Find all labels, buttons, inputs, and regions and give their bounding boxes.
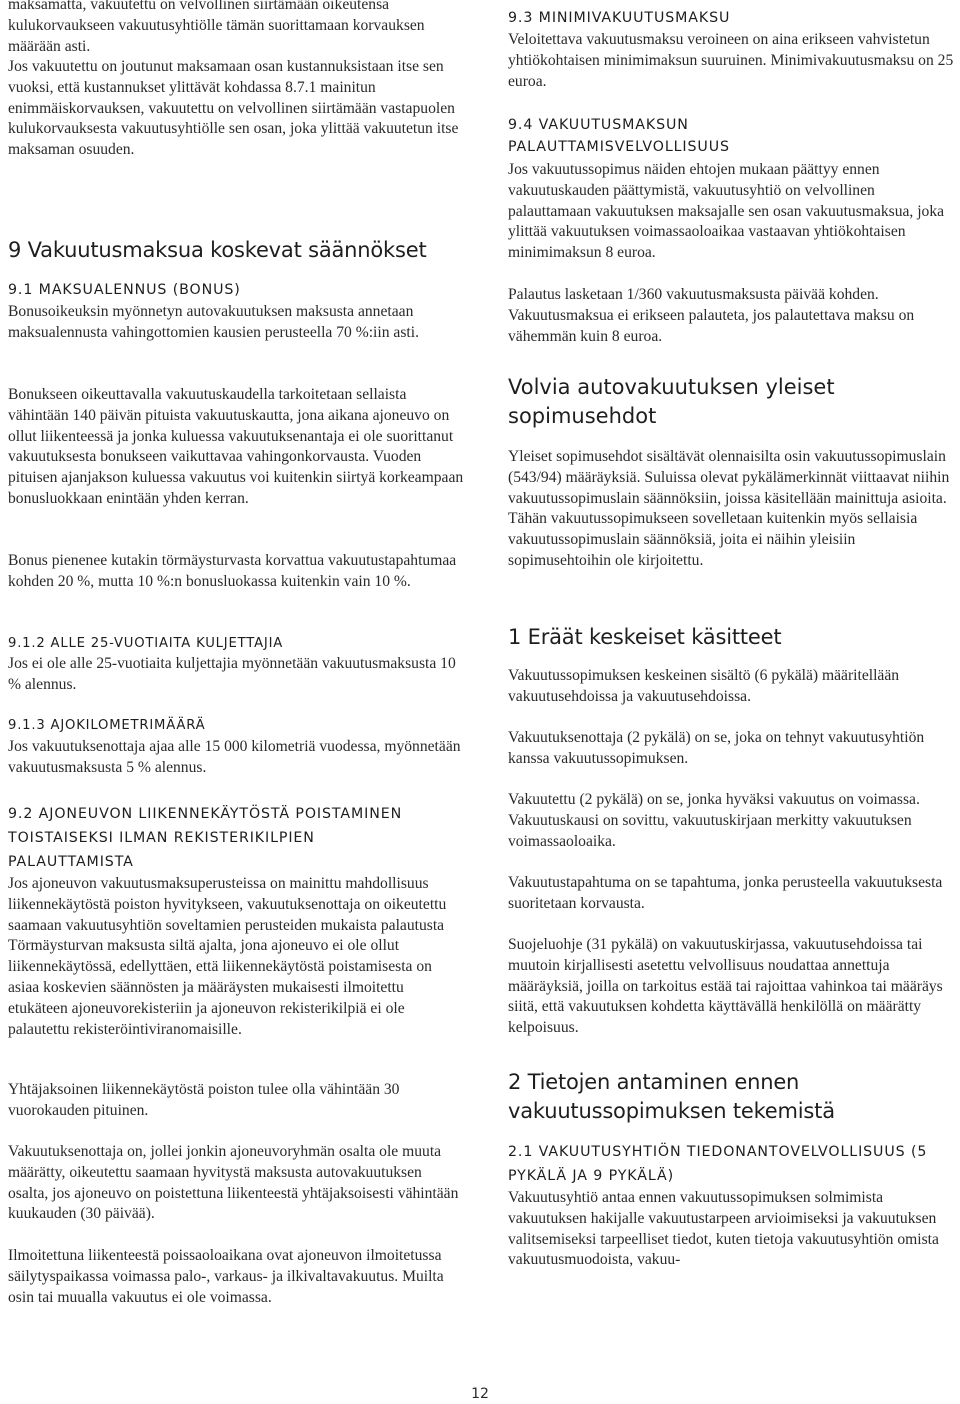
paragraph: Jos vakuutussopimus näiden ehtojen mukaan päättyy ennen vakuutuskauden päättymistä, vakuutusyhtiö on velvollinen palauttamaan vakuutuksen maksajalle sen osan vakuutusmaksua, joka ylittää vakuutuksen voimassaoloaikaa vastaavan yhtiökohtaisen minimimaksun 8 euroa. [508, 161, 945, 262]
paragraph: Suojeluohje (31 pykälä) on vakuutuskirjassa, vakuutusehdoissa tai muutoin kirjallisesti asetettu velvollisuus noudattaa annettuja määräyksiä, joilla on tarkoitus estää tai rajoittaa vahinkoa tai määräys siitä, että vakuutuksen kohdetta käyttävällä henkilöllä on määrätty kelpoisuus. [508, 936, 943, 1037]
section-heading: 9.1 MAKSUALENNUS (BONUS) [8, 282, 241, 298]
paragraph: Vakuutettu (2 pykälä) on se, jonka hyväksi vakuutus on voimassa. Vakuutuskausi on sovittu, vakuutuskirjaan merkitty vakuutuksen voimassaoloaika. [508, 791, 920, 850]
paragraph: Jos vakuutuksenottaja ajaa alle 15 000 kilometriä vuodessa, myönnetään vakuutusmaksusta 5 % alennus. [8, 738, 461, 776]
paragraph: Vakuutustapahtuma on se tapahtuma, jonka perusteella vakuutuksesta suoritetaan korvausta. [508, 874, 943, 912]
text-block [8, 654, 464, 696]
text-block [508, 790, 954, 852]
section-heading-block [508, 8, 954, 29]
subsection-heading: 9.1.3 AJOKILOMETRIMÄÄRÄ [8, 718, 206, 733]
chapter-heading-block [508, 623, 954, 651]
section-heading-block [508, 1140, 928, 1188]
text-block [8, 1142, 464, 1225]
chapter-heading: 2 Tietojen antaminen ennen vakuutussopimuksen tekemistä [508, 1070, 835, 1123]
text-block [508, 447, 954, 572]
paragraph: Yhtäjaksoinen liikennekäytöstä poiston tulee olla vähintään 30 vuorokauden pituinen. [8, 1081, 400, 1119]
text-block [8, 551, 464, 593]
subsection-heading-block [8, 716, 464, 736]
paragraph: maksamatta, vakuutettu on velvollinen siirtämään oikeutensa kulukorvaukseen vakuutusyhtiölle tämän suorittamaan korvauksen määrään asti. [8, 0, 425, 55]
chapter-heading-block [508, 1068, 928, 1126]
text-block [508, 160, 954, 264]
subsection-heading-block [8, 634, 464, 654]
paragraph: Bonus pienenee kutakin törmäysturvasta korvattua vakuutustapahtumaa kohden 20 %, mutta 10 %:n bonusluokassa kuitenkin vain 10 %. [8, 552, 457, 590]
paragraph: Vakuutusyhtiö antaa ennen vakuutussopimuksen solmimista vakuutuksen hakijalle vakuutustarpeen arvioimiseksi ja vakuutuksen valitsemiseksi tarpeelliset tiedot, kuten tietoja vakuutusyhtiön omista vakuutusmuodoista, vakuu- [508, 1189, 939, 1269]
paragraph: Palautus lasketaan 1/360 vakuutusmaksusta päivää kohden. Vakuutusmaksua ei erikseen palauteta, jos palautettava maksu on vähemmän kuin 8 euroa. [508, 286, 915, 345]
paragraph: Vakuutuksenottaja on, jollei jonkin ajoneuvoryhmän osalta ole muuta määrätty, oikeutettu saamaan hyvitystä maksusta autovakuutuksen osalta, jos ajoneuvo on poistettuna liikenteestä yhtäjaksoisesti vähintään kuukauden (30 päivää). [8, 1143, 459, 1223]
section-heading-block [8, 802, 438, 874]
text-block [508, 285, 954, 347]
chapter-heading-block [8, 236, 464, 264]
text-block [8, 1246, 464, 1308]
section-heading-block [8, 280, 464, 301]
paragraph: Bonusoikeuksin myönnetyn autovakuutuksen maksusta annetaan maksualennusta vahingottomien kausien perusteella 70 %:iin asti. [8, 303, 419, 341]
paragraph: Bonukseen oikeuttavalla vakuutuskaudella tarkoitetaan sellaista vähintään 140 päivän pituista vakuutuskautta, jona aikana ajoneuvo on ollut liikenteessä ja jonka kuluessa vakuutuksenantaja ei ole suorittanut vakuutuksesta bonukseen vaikuttavaa vahingonkorvausta. Vuoden pituisen ajanjakson kuluessa vakuutus voi kuitenkin siirtyä korkeampaan bonusluokkaan enintään yhden kerran. [8, 386, 464, 507]
text-block [8, 1080, 464, 1122]
paragraph: Veloitettava vakuutusmaksu veroineen on aina erikseen vahvistetun yhtiökohtaisen minimimaksun suuruinen. Minimivakuutusmaksu on 25 euroa. [508, 31, 954, 90]
paragraph: Vakuutuksenottaja (2 pykälä) on se, joka on tehnyt vakuutusyhtiön kanssa vakuutussopimuksen. [508, 729, 925, 767]
section-heading: 9.2 AJONEUVON LIIKENNEKÄYTÖSTÄ POISTAMINEN TOISTAISEKSI ILMAN REKISTERIKILPIEN PALAUTTAMISTA [8, 806, 403, 870]
document-title: Volvia autovakuutuksen yleiset sopimusehdot [508, 375, 835, 428]
page-number: 12 [471, 1386, 489, 1402]
paragraph: Jos vakuutettu on joutunut maksamaan osan kustannuksistaan itse sen vuoksi, että kustannukset ylittävät kohdassa 8.7.1 mainitun enimmäiskorvauksen, vakuutettu on velvollinen siirtämään vastapuolen kulukorvauksesta vakuutusyhtiölle sen osan, joka ylittää vakuutetun itse maksaman osuuden. [8, 58, 459, 159]
subsection-heading: 9.1.2 ALLE 25-VUOTIAITA KULJETTAJIA [8, 636, 284, 651]
section-heading: 9.3 MINIMIVAKUUTUSMAKSU [508, 10, 731, 26]
text-block [8, 737, 464, 779]
chapter-heading: 1 Eräät keskeiset käsitteet [508, 625, 782, 649]
section-heading-block [508, 114, 888, 158]
document-title-block [508, 373, 888, 431]
text-block [8, 385, 464, 510]
text-block [8, 874, 464, 1040]
section-heading: 2.1 VAKUUTUSYHTIÖN TIEDONANTOVELVOLLISUUS (5 PYKÄLÄ JA 9 PYKÄLÄ) [508, 1144, 928, 1184]
paragraph: Vakuutussopimuksen keskeinen sisältö (6 pykälä) määritellään vakuutusehdoissa ja vakuutusehdoissa. [508, 667, 900, 705]
text-block [8, 0, 464, 57]
text-block [508, 666, 954, 708]
text-block [508, 30, 954, 92]
text-block [508, 728, 954, 770]
paragraph: Yleiset sopimusehdot sisältävät olennaisilta osin vakuutussopimuslain (543/94) määräyksiä. Suluissa olevat pykälämerkinnät viittaavat niihin vakuutussopimuslain säännöksiin, joissa käsitellään mainittuja asioita. Tähän vakuutussopimukseen sovelletaan kuitenkin myös sellaisia vakuutussopimuslain säännöksiä, joita ei näihin yleisiin sopimusehtoihin ole kirjoitettu. [508, 448, 950, 569]
paragraph: Jos ajoneuvon vakuutusmaksuperusteissa on mainittu mahdollisuus liikennekäytöstä poiston hyvitykseen, vakuutuksenottaja on oikeutettu saamaan vakuutusyhtiön soveltamien perusteiden mukaista palautusta Törmäysturvan maksusta siltä ajalta, jona ajoneuvo ei ole ollut liikennekäytössä, edellyttäen, että liikennekäytöstä poistamisesta on asiaa koskevien säännösten ja määräysten mukaisesti ilmoitettu etukäteen ajoneuvorekisteriin ja ajoneuvon rekisterikilpiä ei ole palautettu rekisteröintiviranomaisille. [8, 875, 447, 1038]
text-block [8, 57, 464, 161]
paragraph: Ilmoitettuna liikenteestä poissaoloaikana ovat ajoneuvon ilmoitetussa säilytyspaikassa voimassa palo-, varkaus- ja ilkivaltavakuutus. Muilta osin tai muualla vakuutus ei ole voimassa. [8, 1247, 444, 1306]
text-block [508, 873, 954, 915]
paragraph: Jos ei ole alle 25-vuotiaita kuljettajia myönnetään vakuutusmaksusta 10 % alennus. [8, 655, 456, 693]
text-block [508, 1188, 954, 1271]
text-block [508, 935, 954, 1039]
chapter-heading: 9 Vakuutusmaksua koskevat säännökset [8, 238, 427, 262]
text-block [8, 302, 464, 344]
section-heading: 9.4 VAKUUTUSMAKSUN PALAUTTAMISVELVOLLISUUS [508, 117, 730, 155]
